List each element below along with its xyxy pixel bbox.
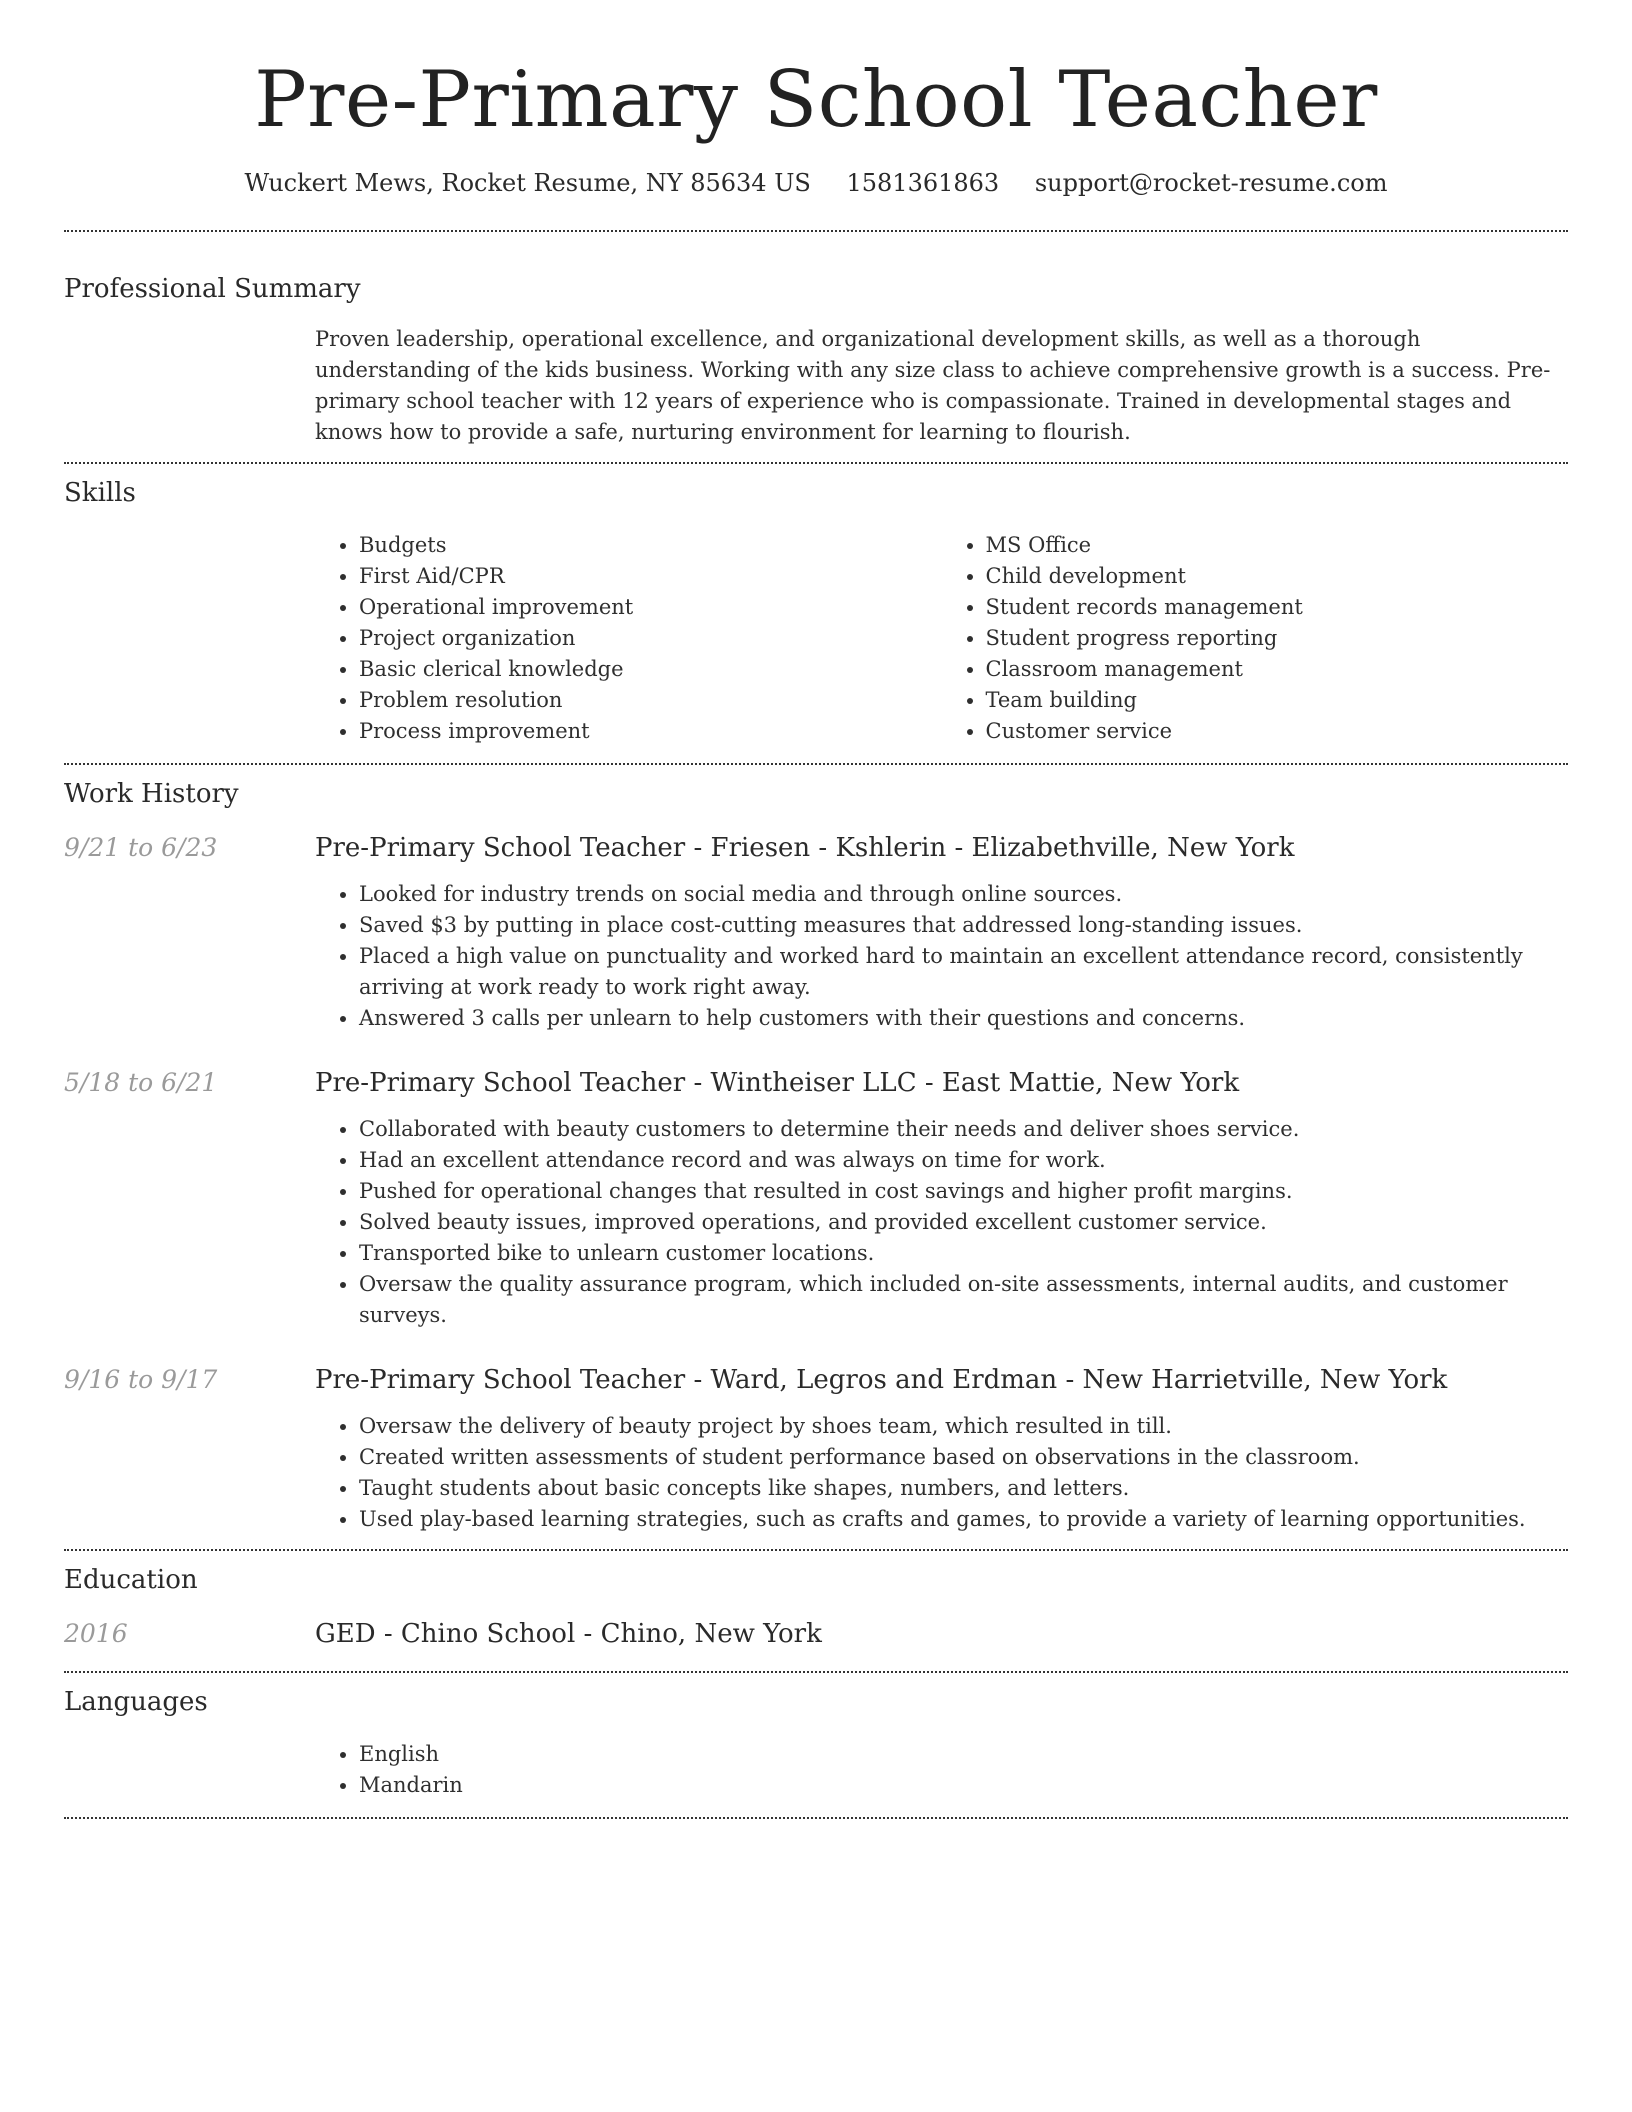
job-dates: 5/18 to 6/21 (64, 1068, 218, 1097)
candidate-name: Pre-Primary School Teacher (254, 55, 1378, 145)
skills-grid (315, 530, 1568, 763)
job-details (315, 831, 1568, 1034)
skill-item: • Child development (986, 561, 1569, 592)
job-details (315, 1066, 1568, 1331)
section-title-work: Work History (64, 779, 239, 809)
job-bullets (315, 1114, 1568, 1331)
education-details (315, 1617, 1568, 1651)
job-bullet: • Looked for industry trends on social media and through online sources. (359, 879, 1568, 910)
skill-item: • Customer service (986, 716, 1569, 747)
skill-item: • Classroom management (986, 654, 1569, 685)
summary-text: Proven leadership, operational excellence, and organizational development skills, as well as a thorough understanding of the kids business. Working with any size class to achieve comprehensive growth is a success. Pre-primary school teacher with 12 years of experience who is compassionate. Trained in developmental stages and knows how to provide a safe, nurturing environment for learning to flourish. (315, 327, 1551, 444)
job-bullet: • Collaborated with beauty customers to determine their needs and deliver shoes service. (359, 1114, 1568, 1145)
job-bullet: • Solved beauty issues, improved operations, and provided excellent customer service. (359, 1207, 1568, 1238)
job-bullet: • Answered 3 calls per unlearn to help customers with their questions and concerns. (359, 1003, 1568, 1034)
job-details (315, 1363, 1568, 1535)
job-bullet: • Taught students about basic concepts like shapes, numbers, and letters. (359, 1473, 1568, 1504)
job-bullet: • Transported bike to unlearn customer locations. (359, 1238, 1568, 1269)
contact-address: Wuckert Mews, Rocket Resume, NY 85634 US (244, 169, 811, 197)
contact-phone: 1581361863 (846, 169, 1000, 197)
skills-section (64, 464, 1568, 763)
languages-body (315, 1739, 1568, 1817)
skills-list-right (942, 530, 1569, 747)
job-dates: 9/16 to 9/17 (64, 1365, 218, 1394)
skill-item: • Problem resolution (359, 685, 942, 716)
contact-email: support@rocket-resume.com (1034, 169, 1388, 197)
section-title-summary: Professional Summary (64, 274, 361, 304)
education-title: GED - Chino School - Chino, New York (315, 1619, 822, 1649)
language-item: • Mandarin (359, 1770, 1568, 1801)
section-title-skills: Skills (64, 478, 136, 508)
job-bullet: • Created written assessments of student performance based on observations in the classroom. (359, 1442, 1568, 1473)
job-entry (64, 1066, 1568, 1331)
skill-item: • Budgets (359, 530, 942, 561)
work-section (64, 765, 1568, 1549)
education-entry (64, 1617, 1568, 1671)
summary-section (64, 232, 1568, 462)
job-entry (64, 1363, 1568, 1549)
job-title: Pre-Primary School Teacher - Wintheiser LLC - East Mattie, New York (315, 1068, 1240, 1098)
job-bullet: • Placed a high value on punctuality and worked hard to maintain an excellent attendance record, consistently arriving at work ready to work right away. (359, 941, 1568, 1003)
job-bullet: • Saved $3 by putting in place cost-cutting measures that addressed long-standing issues. (359, 910, 1568, 941)
job-bullet: • Oversaw the delivery of beauty project by shoes team, which resulted in till. (359, 1411, 1568, 1442)
skill-item: • Operational improvement (359, 592, 942, 623)
skill-item: • Process improvement (359, 716, 942, 747)
summary-body (315, 324, 1568, 462)
skill-item: • Student records management (986, 592, 1569, 623)
education-date: 2016 (64, 1619, 128, 1648)
job-entry (64, 831, 1568, 1034)
job-title: Pre-Primary School Teacher - Friesen - Kshlerin - Elizabethville, New York (315, 833, 1295, 863)
job-dates: 9/21 to 6/23 (64, 833, 218, 862)
skills-list-left (315, 530, 942, 747)
languages-section (64, 1673, 1568, 1817)
skill-item: • Team building (986, 685, 1569, 716)
divider (64, 1817, 1568, 1819)
job-bullet: • Used play-based learning strategies, such as crafts and games, to provide a variety of learning opportunities. (359, 1504, 1568, 1535)
job-title: Pre-Primary School Teacher - Ward, Legros and Erdman - New Harrietville, New York (315, 1365, 1448, 1395)
section-title-languages: Languages (64, 1687, 208, 1717)
resume-header (64, 0, 1568, 200)
languages-list (315, 1739, 1568, 1801)
job-bullet: • Oversaw the quality assurance program, which included on-site assessments, internal audits, and customer surveys. (359, 1269, 1568, 1331)
job-bullets (315, 879, 1568, 1034)
skill-item: • Basic clerical knowledge (359, 654, 942, 685)
section-title-education: Education (64, 1565, 198, 1595)
language-item: • English (359, 1739, 1568, 1770)
skill-item: • Student progress reporting (986, 623, 1569, 654)
job-bullet: • Pushed for operational changes that resulted in cost savings and higher profit margins. (359, 1176, 1568, 1207)
job-bullets (315, 1411, 1568, 1535)
skill-item: • MS Office (986, 530, 1569, 561)
skill-item: • First Aid/CPR (359, 561, 942, 592)
contact-line (64, 166, 1568, 200)
education-section (64, 1551, 1568, 1671)
job-bullet: • Had an excellent attendance record and was always on time for work. (359, 1145, 1568, 1176)
skill-item: • Project organization (359, 623, 942, 654)
